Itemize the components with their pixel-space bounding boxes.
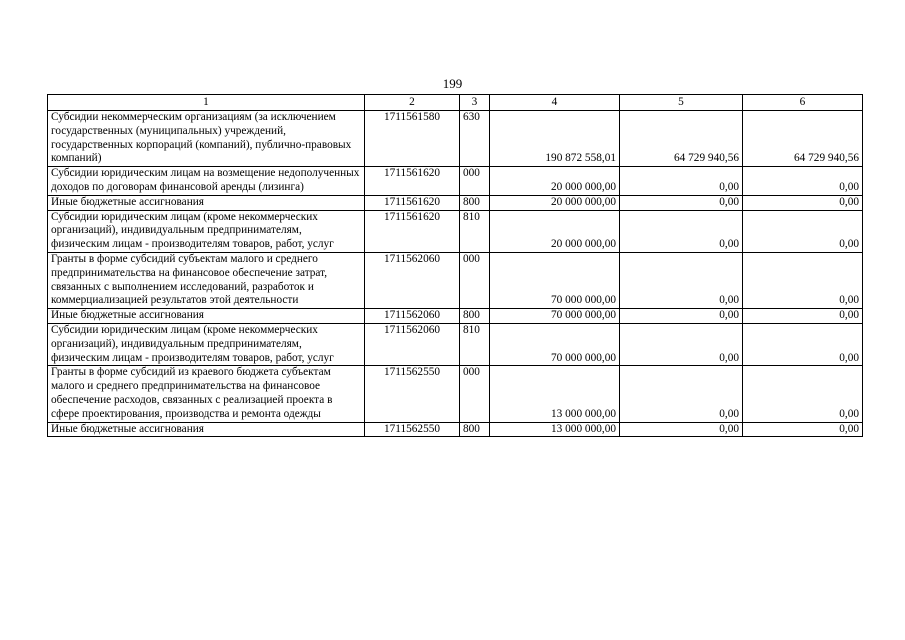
row-col5: 0,00: [620, 323, 743, 365]
row-col6: 0,00: [743, 323, 863, 365]
row-vr: 810: [460, 210, 490, 252]
row-name: Субсидии юридическим лицам (кроме некоммерческих организаций), индивидуальным предпринимателям, физическим лицам - производителям товаров, работ, услуг: [48, 323, 365, 365]
table-row: [48, 309, 863, 324]
row-vr: 800: [460, 309, 490, 324]
row-vr: 000: [460, 366, 490, 422]
row-csr: 1711562060: [365, 323, 460, 365]
row-vr: 630: [460, 111, 490, 167]
row-name: Субсидии юридическим лицам на возмещение недополученных доходов по договорам финансовой аренды (лизинга): [48, 167, 365, 196]
row-col5: 0,00: [620, 195, 743, 210]
row-col4: 70 000 000,00: [490, 323, 620, 365]
header-col-3: 3: [460, 95, 490, 111]
row-csr: 1711562060: [365, 252, 460, 308]
row-name: Иные бюджетные ассигнования: [48, 422, 365, 437]
row-col4: 70 000 000,00: [490, 309, 620, 324]
row-csr: 1711562550: [365, 366, 460, 422]
table-row: [48, 323, 863, 365]
header-col-4: 4: [490, 95, 620, 111]
row-vr: 800: [460, 195, 490, 210]
row-col6: 0,00: [743, 252, 863, 308]
row-vr: 000: [460, 167, 490, 196]
row-col6: 0,00: [743, 309, 863, 324]
row-vr: 000: [460, 252, 490, 308]
row-vr: 800: [460, 422, 490, 437]
row-col5: 64 729 940,56: [620, 111, 743, 167]
row-col5: 0,00: [620, 210, 743, 252]
row-vr: 810: [460, 323, 490, 365]
row-csr: 1711562060: [365, 309, 460, 324]
row-col6: 0,00: [743, 195, 863, 210]
row-col5: 0,00: [620, 167, 743, 196]
row-col6: 0,00: [743, 210, 863, 252]
row-col4: 20 000 000,00: [490, 167, 620, 196]
row-col4: 70 000 000,00: [490, 252, 620, 308]
row-name: Гранты в форме субсидий субъектам малого и среднего предпринимательства на финансовое обеспечение затрат, связанных с выполнением исследований, разработок и коммерциализацией результатов этой деятельности: [48, 252, 365, 308]
table-row: [48, 210, 863, 252]
budget-table: [47, 94, 863, 437]
row-csr: 1711561580: [365, 111, 460, 167]
row-csr: 1711562550: [365, 422, 460, 437]
row-col6: 64 729 940,56: [743, 111, 863, 167]
header-col-2: 2: [365, 95, 460, 111]
row-name: Иные бюджетные ассигнования: [48, 195, 365, 210]
row-csr: 1711561620: [365, 167, 460, 196]
row-col5: 0,00: [620, 366, 743, 422]
header-col-1: 1: [48, 95, 365, 111]
header-col-6: 6: [743, 95, 863, 111]
header-col-5: 5: [620, 95, 743, 111]
row-csr: 1711561620: [365, 210, 460, 252]
row-name: Иные бюджетные ассигнования: [48, 309, 365, 324]
table-row: [48, 167, 863, 196]
row-col6: 0,00: [743, 422, 863, 437]
row-col6: 0,00: [743, 167, 863, 196]
table-row: [48, 422, 863, 437]
row-name: Субсидии некоммерческим организациям (за исключением государственных (муниципальных) учреждений, государственных корпораций (компаний), публично-правовых компаний): [48, 111, 365, 167]
table-row: [48, 195, 863, 210]
row-col4: 20 000 000,00: [490, 210, 620, 252]
row-name: Субсидии юридическим лицам (кроме некоммерческих организаций), индивидуальным предпринимателям, физическим лицам - производителям товаров, работ, услуг: [48, 210, 365, 252]
row-col4: 13 000 000,00: [490, 366, 620, 422]
row-csr: 1711561620: [365, 195, 460, 210]
row-col4: 20 000 000,00: [490, 195, 620, 210]
page-number: 199: [442, 76, 463, 91]
row-col5: 0,00: [620, 309, 743, 324]
row-col4: 190 872 558,01: [490, 111, 620, 167]
row-col4: 13 000 000,00: [490, 422, 620, 437]
row-col5: 0,00: [620, 252, 743, 308]
table-row: [48, 111, 863, 167]
table-header-row: [48, 95, 863, 111]
row-col6: 0,00: [743, 366, 863, 422]
row-name: Гранты в форме субсидий из краевого бюджета субъектам малого и среднего предпринимательства на финансовое обеспечение расходов, связанных с реализацией проекта в сфере проектирования, производства и ремонта одежды: [48, 366, 365, 422]
table-row: [48, 366, 863, 422]
row-col5: 0,00: [620, 422, 743, 437]
table-row: [48, 252, 863, 308]
